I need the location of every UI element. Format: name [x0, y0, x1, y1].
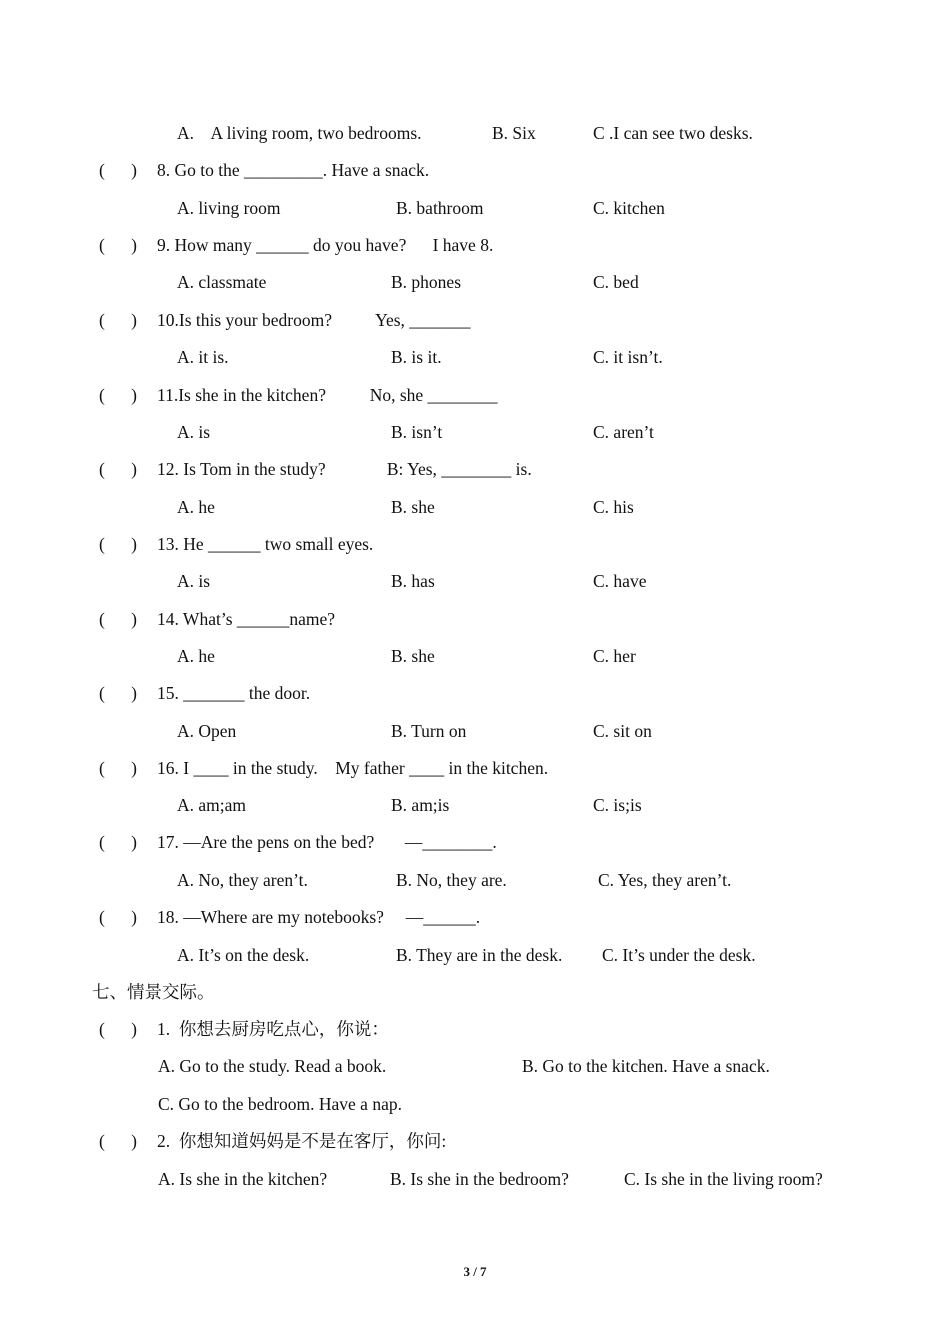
answer-blank[interactable]: ( ) [99, 683, 137, 703]
option-b: B. No, they are. [396, 870, 507, 890]
question-stem: 1. 你想去厨房吃点心，你说： [157, 1019, 389, 1039]
option-a: A. It’s on the desk. [177, 945, 310, 965]
option-b: B. has [391, 571, 435, 591]
option-b: B. bathroom [396, 198, 484, 218]
option-c: C. bed [593, 272, 639, 292]
answer-blank[interactable]: ( ) [99, 758, 137, 778]
answer-blank[interactable]: ( ) [99, 160, 137, 180]
option-c: C. have [593, 571, 647, 591]
option-a: A. he [177, 646, 215, 666]
answer-blank[interactable]: ( ) [99, 459, 137, 479]
question-stem: 13. He ______ two small eyes. [157, 534, 374, 554]
option-b: B. Go to the kitchen. Have a snack. [522, 1056, 770, 1076]
answer-blank[interactable]: ( ) [99, 310, 137, 330]
option-a: A. A living room, two bedrooms. [177, 123, 422, 143]
question-stem: 8. Go to the _________. Have a snack. [157, 160, 430, 180]
question-stem: 9. How many ______ do you have? I have 8. [157, 235, 494, 255]
answer-blank[interactable]: ( ) [99, 609, 137, 629]
question-stem: 15. _______ the door. [157, 683, 311, 703]
answer-blank[interactable]: ( ) [99, 1019, 137, 1039]
option-b: B. They are in the desk. [396, 945, 563, 965]
option-a: A. Open [177, 721, 237, 741]
option-c: C. it isn’t. [593, 347, 663, 367]
answer-blank[interactable]: ( ) [99, 907, 137, 927]
option-a: A. No, they aren’t. [177, 870, 308, 890]
option-b: B. she [391, 497, 435, 517]
option-a: A. it is. [177, 347, 229, 367]
question-stem: 16. I ____ in the study. My father ____ in the kitchen. [157, 758, 549, 778]
question-stem: 12. Is Tom in the study? B: Yes, ________ is. [157, 459, 532, 479]
option-c: C. his [593, 497, 634, 517]
page-number: 3 / 7 [463, 1264, 487, 1279]
question-stem: 17. —Are the pens on the bed? —________. [157, 832, 497, 852]
option-b: B. Six [492, 123, 536, 143]
question-stem: 10.Is this your bedroom? Yes, _______ [157, 310, 471, 330]
option-a: A. am;am [177, 795, 247, 815]
option-a: A. is [177, 571, 211, 591]
option-a: A. living room [177, 198, 281, 218]
answer-blank[interactable]: ( ) [99, 534, 137, 554]
section-heading: 七、情景交际。 [92, 982, 215, 1002]
option-c: C. is;is [593, 795, 642, 815]
option-b: B. she [391, 646, 435, 666]
option-a: A. Is she in the kitchen? [158, 1169, 328, 1189]
option-b: B. am;is [391, 795, 450, 815]
option-a: A. he [177, 497, 215, 517]
answer-blank[interactable]: ( ) [99, 1131, 137, 1151]
question-stem: 18. —Where are my notebooks? —______. [157, 907, 481, 927]
option-b: B. is it. [391, 347, 442, 367]
option-c: C. Go to the bedroom. Have a nap. [158, 1094, 402, 1114]
option-a: A. classmate [177, 272, 267, 292]
option-b: B. Is she in the bedroom? [390, 1169, 569, 1189]
question-stem: 14. What’s ______name? [157, 609, 336, 629]
option-c: C. It’s under the desk. [602, 945, 756, 965]
question-stem: 2. 你想知道妈妈是不是在客厅，你问: [157, 1131, 447, 1151]
option-c: C. sit on [593, 721, 652, 741]
option-c: C. kitchen [593, 198, 665, 218]
answer-blank[interactable]: ( ) [99, 385, 137, 405]
option-b: B. phones [391, 272, 461, 292]
option-b: B. isn’t [391, 422, 443, 442]
option-c: C. Yes, they aren’t. [598, 870, 732, 890]
option-a: A. is [177, 422, 211, 442]
option-c: C. aren’t [593, 422, 654, 442]
question-stem: 11.Is she in the kitchen? No, she ________ [157, 385, 498, 405]
option-b: B. Turn on [391, 721, 467, 741]
answer-blank[interactable]: ( ) [99, 235, 137, 255]
answer-blank[interactable]: ( ) [99, 832, 137, 852]
option-c: C. Is she in the living room? [624, 1169, 823, 1189]
option-c: C. her [593, 646, 636, 666]
option-c: C .I can see two desks. [593, 123, 753, 143]
option-a: A. Go to the study. Read a book. [158, 1056, 387, 1076]
